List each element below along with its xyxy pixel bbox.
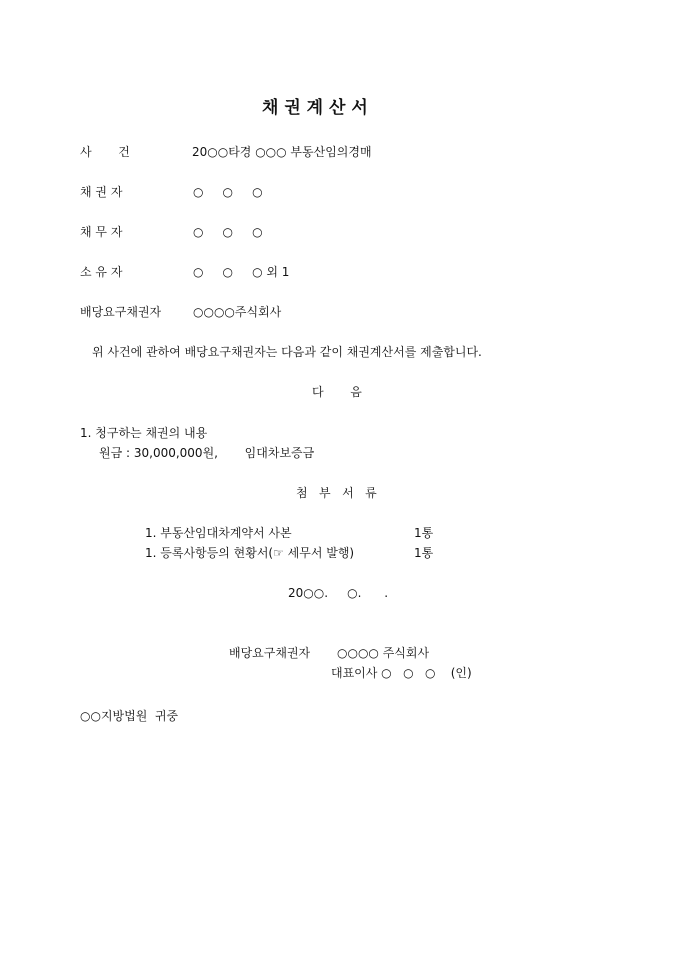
court-addressee: ○○지방법원 귀중	[80, 709, 179, 723]
field-case-value: 20○○타경 ○○○ 부동산임의경매	[192, 145, 372, 159]
field-creditor-label: 채 권 자	[80, 185, 123, 199]
attachments-heading: 첨 부 서 류	[296, 486, 377, 500]
signer-company: ○○○○ 주식회사	[337, 646, 430, 660]
attachment-2-count: 1통	[414, 546, 434, 560]
field-debtor-label: 채 무 자	[80, 225, 123, 239]
field-owner-label: 소 유 자	[80, 265, 123, 279]
representative-line: 대표이사 ○ ○ ○ (인)	[331, 666, 472, 680]
attachment-2-name: 1. 등록사항등의 현황서(☞ 세무서 발행)	[145, 546, 355, 560]
signer-label: 배당요구채권자	[229, 646, 311, 660]
item1-detail: 원금 : 30,000,000원, 임대차보증금	[99, 446, 315, 460]
submission-date: 20○○. ○. .	[288, 586, 389, 600]
da-eum-heading: 다 음	[312, 385, 362, 399]
field-claimant-label: 배당요구채권자	[80, 305, 162, 319]
field-creditor-value: ○ ○ ○	[193, 185, 263, 199]
field-claimant-value: ○○○○주식회사	[193, 305, 282, 319]
item1-heading: 1. 청구하는 채권의 내용	[80, 426, 208, 440]
field-case-label: 사 건	[80, 145, 130, 159]
field-owner-value: ○ ○ ○ 외 1	[193, 265, 290, 279]
field-debtor-value: ○ ○ ○	[193, 225, 263, 239]
document-title: 채 권 계 산 서	[262, 98, 368, 118]
intro-paragraph: 위 사건에 관하여 배당요구채권자는 다음과 같이 채권계산서를 제출합니다.	[92, 345, 482, 359]
attachment-1-count: 1통	[414, 526, 434, 540]
attachment-1-name: 1. 부동산임대차계약서 사본	[145, 526, 292, 540]
